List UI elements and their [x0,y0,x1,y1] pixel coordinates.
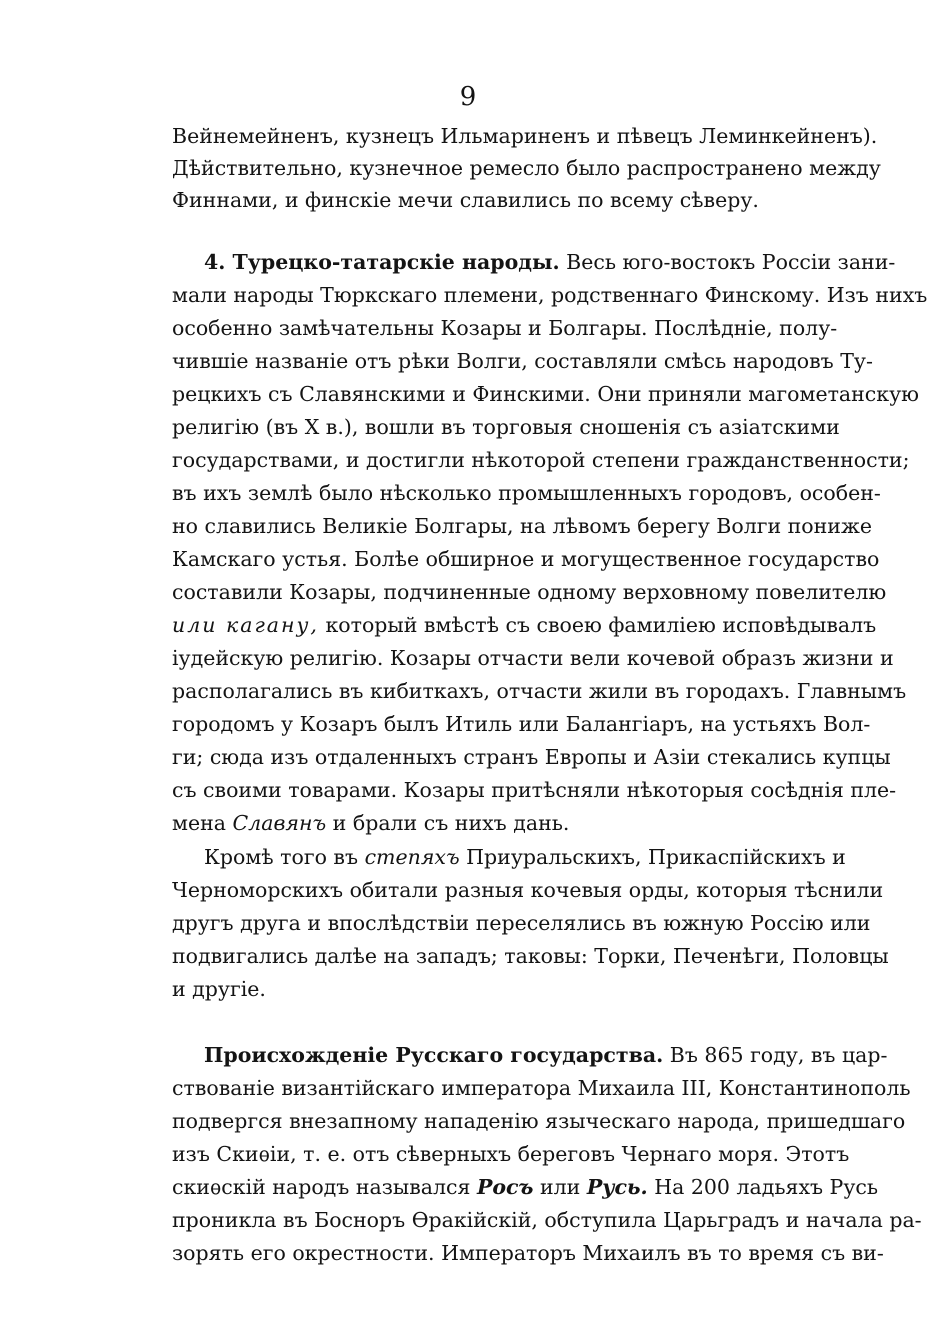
text-line: подвергся внезапному нападенію языческаго народа, пришедшаго [172,1109,906,1133]
text-line [172,610,877,640]
text-line: мали народы Тюркскаго племени, родственнаго Финскому. Изъ нихъ [172,283,928,307]
text-line: ствованіе византійскаго императора Михаила III, Константинополь [172,1076,911,1100]
text-line [204,842,846,872]
text-line: іудейскую религію. Козары отчасти вели кочевой образъ жизни и [172,646,894,670]
text-line: Черноморскихъ обитали разныя кочевыя орды, которыя тѣснили [172,878,884,902]
text-span: который вмѣстѣ съ своею фамиліею исповѣдывалъ [325,613,877,637]
section-heading: 4. Турецко-татарскіе народы. [204,250,560,274]
emphasized-text: степяхъ [364,845,460,869]
text-line [204,247,896,277]
text-line: государствами, и достигли нѣкоторой степени гражданственности; [172,448,910,472]
text-span: На 200 ладьяхъ Русь [654,1175,879,1199]
text-line: Дѣйствительно, кузнечное ремесло было распространено между [172,156,881,180]
text-span: мена [172,811,226,835]
text-span: Весь юго-востокъ Россіи зани- [566,250,896,274]
text-line: чившіе названіе отъ рѣки Волги, составляли смѣсь народовъ Ту- [172,349,873,373]
text-span: Кромѣ того въ [204,845,359,869]
text-line: Камскаго устья. Болѣе обширное и могущественное государство [172,547,880,571]
text-line: проникла въ Босноръ Ѳракійскій, обступила Царьградъ и начала ра- [172,1208,922,1232]
text-line: зорять его окрестности. Императоръ Михаилъ въ то время съ ви- [172,1241,884,1265]
text-line: Финнами, и финскіе мечи славились по всему сѣверу. [172,188,759,212]
text-line: но славились Великіе Болгары, на лѣвомъ берегу Волги пониже [172,514,872,538]
text-line: рецкихъ съ Славянскими и Финскими. Они приняли магометанскую [172,382,919,406]
text-line [204,1040,888,1070]
text-span: или [539,1175,581,1199]
text-span: и брали съ нихъ дань. [332,811,570,835]
text-line: изъ Скиѳіи, т. е. отъ сѣверныхъ береговъ Чернаго моря. Этотъ [172,1142,850,1166]
text-line [172,1172,879,1202]
text-line: религію (въ X в.), вошли въ торговыя сношенія съ азіатскими [172,415,840,439]
text-line: ги; сюда изъ отдаленныхъ странъ Европы и Азіи стекались купцы [172,745,891,769]
text-span: Приуральскихъ, Прикаспійскихъ и [466,845,846,869]
text-line: располагались въ кибиткахъ, отчасти жили въ городахъ. Главнымъ [172,679,907,703]
section-heading: Происхожденіе Русскаго государства. [204,1043,664,1067]
text-span: Въ 865 году, въ цар- [669,1043,888,1067]
text-line: составили Козары, подчиненные одному верховному повелителю [172,580,887,604]
text-line: особенно замѣчательны Козары и Болгары. Послѣдніе, полу- [172,316,838,340]
text-line [172,808,808,838]
emphasized-text: Славянъ [232,811,327,835]
emphasized-text: или кагану, [172,613,319,637]
text-line: и другіе. [172,977,266,1001]
text-span: скиѳскій народъ назывался [172,1175,471,1199]
text-line: другъ друга и впослѣдствіи переселялись въ южную Россію или [172,911,871,935]
emphasized-text: Русь. [586,1175,648,1199]
text-line: съ своими товарами. Козары притѣсняли нѣкоторыя сосѣднія пле- [172,778,897,802]
page-number: 9 [459,82,477,112]
text-line: городомъ у Козаръ былъ Итиль или Балангіаръ, на устьяхъ Вол- [172,712,871,736]
text-line: подвигались далѣе на западъ; таковы: Торки, Печенѣги, Половцы [172,944,889,968]
text-line: въ ихъ землѣ было нѣсколько промышленныхъ городовъ, особен- [172,481,881,505]
emphasized-text: Росъ [476,1175,534,1199]
text-line: Вейнемейненъ, кузнецъ Ильмариненъ и пѣвецъ Леминкейненъ). [172,124,878,148]
